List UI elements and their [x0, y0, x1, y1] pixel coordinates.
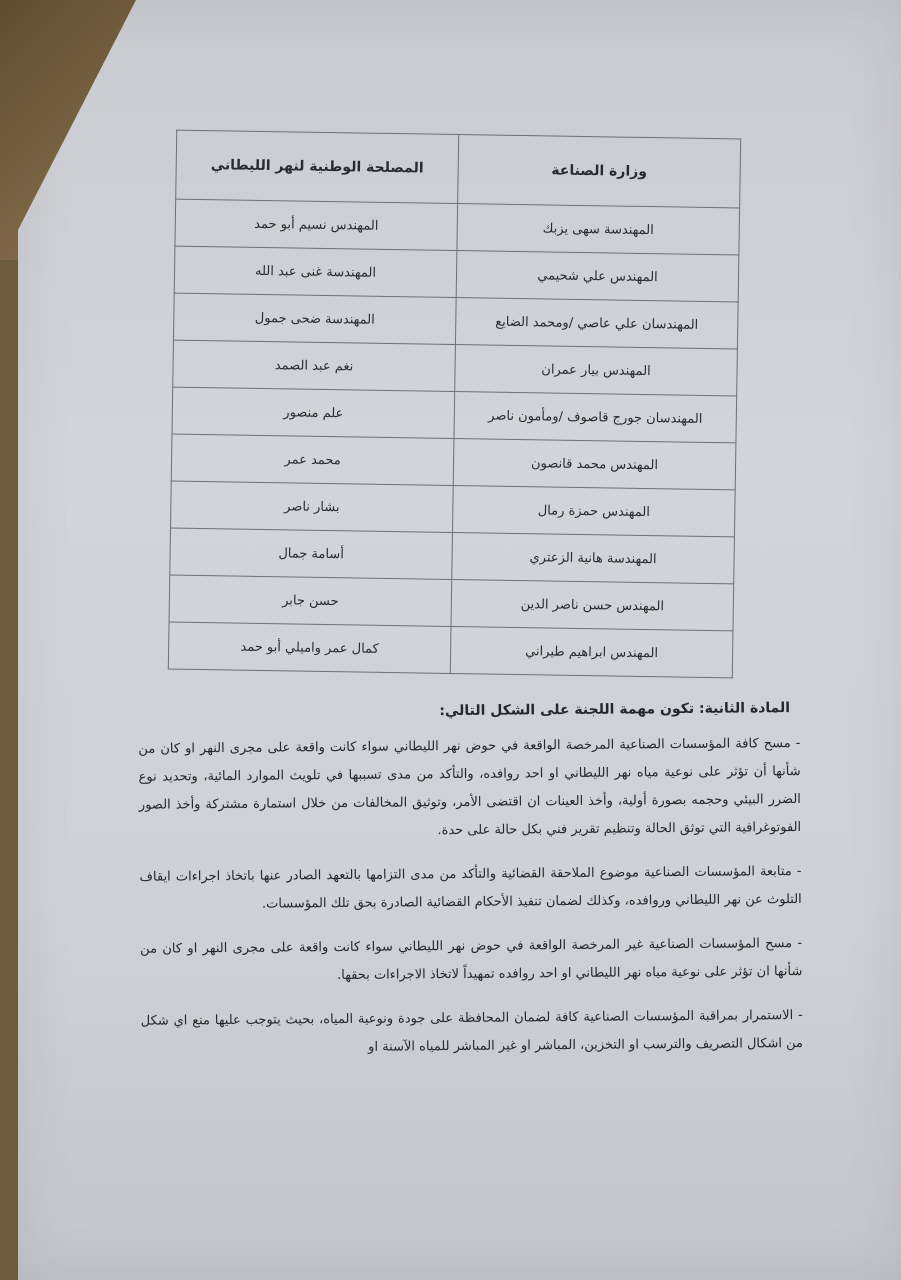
authority-member-cell: المهندسة ضحى جمول	[173, 293, 456, 344]
authority-member-cell: علم منصور	[172, 387, 455, 438]
table-header-row	[176, 130, 741, 208]
article-paragraph: - مسح المؤسسات الصناعية غير المرخصة الواقعة في حوض نهر الليطاني سواء كانت واقعة على مجرى النهر او كان من شأنها ان تؤثر على نوعية مياه نهر الليطاني او احد روافده تمهيداً لاتخاذ الاجراءات بحقها.	[140, 935, 803, 984]
ministry-member-cell: المهندس علي شحيمي	[456, 251, 739, 302]
article-paragraph: - متابعة المؤسسات الصناعية موضوع الملاحقة القضائية والتأكد من مدى التزامها بالتعهد الصادر عنها باتخاذ اجراءات ايقاف التلوث عن نهر الليطاني وروافده، وكذلك لضمان تنفيذ الأحكام القضائية الصادرة بحق تلك المؤسسات.	[139, 863, 802, 912]
ministry-member-cell: المهندس ابراهيم طيراني	[450, 626, 733, 677]
ministry-member-cell: المهندسة سهى يزبك	[457, 204, 740, 255]
ministry-member-cell: المهندس حمزة رمال	[452, 485, 735, 536]
authority-member-cell: كمال عمر واميلي أبو حمد	[168, 622, 451, 673]
authority-member-cell: محمد عمر	[171, 434, 454, 485]
authority-member-cell: أسامة جمال	[170, 528, 453, 579]
committee-members-table	[168, 130, 741, 679]
ministry-member-cell: المهندس بيار عمران	[455, 345, 738, 396]
ministry-member-cell: المهندس حسن ناصر الدين	[451, 579, 734, 630]
authority-member-cell: بشار ناصر	[171, 481, 454, 532]
article-two-section	[138, 700, 803, 1080]
ministry-member-cell: المهندسان جورج قاصوف /ومأمون ناصر	[454, 392, 737, 443]
article-paragraph: - مسح كافة المؤسسات الصناعية المرخصة الواقعة في حوض نهر الليطاني سواء كانت واقعة على مجرى النهر او كان من شأنها أن تؤثر على نوعية مياه نهر الليطاني او احد روافده، والتأكد من مدى تسببها في تلويث الموارد المائية، وتحديد نوع الضرر البيئي وحجمه بصورة أولية، وأخذ العينات ان اقتضى الأمر، وتوثيق المخالفات من خلال استمارة مشتركة وأخذ الصور الفوتوغرافية التي توثق الحالة وتنظيم تقرير فني بكل حالة على حدة.	[138, 735, 802, 839]
table-row	[168, 622, 733, 678]
article-paragraph: - الاستمرار بمراقبة المؤسسات الصناعية كافة لضمان المحافظة على جودة ونوعية المياه، بحيث يتوجب عليها منع اي شكل من اشكال التصريف والترسب او التخزين، المباشر او غير المباشر للمياه الآسنة او	[140, 1007, 804, 1055]
header-ministry-of-industry: وزارة الصناعة	[458, 135, 741, 208]
authority-member-cell: المهندس نسيم أبو حمد	[175, 199, 458, 250]
article-heading: المادة الثانية: تكون مهمة اللجنة على الشكل التالي:	[439, 700, 791, 720]
authority-member-cell: حسن جابر	[169, 575, 452, 626]
ministry-member-cell: المهندسة هانية الزعتري	[452, 532, 735, 583]
header-litani-river-authority: المصلحة الوطنية لنهر الليطاني	[176, 130, 459, 203]
ministry-member-cell: المهندس محمد قانصون	[453, 438, 736, 489]
ministry-member-cell: المهندسان علي عاصي /ومحمد الضايع	[455, 298, 738, 349]
authority-member-cell: نغم عبد الصمد	[173, 340, 456, 391]
authority-member-cell: المهندسة غنى عبد الله	[174, 246, 457, 297]
